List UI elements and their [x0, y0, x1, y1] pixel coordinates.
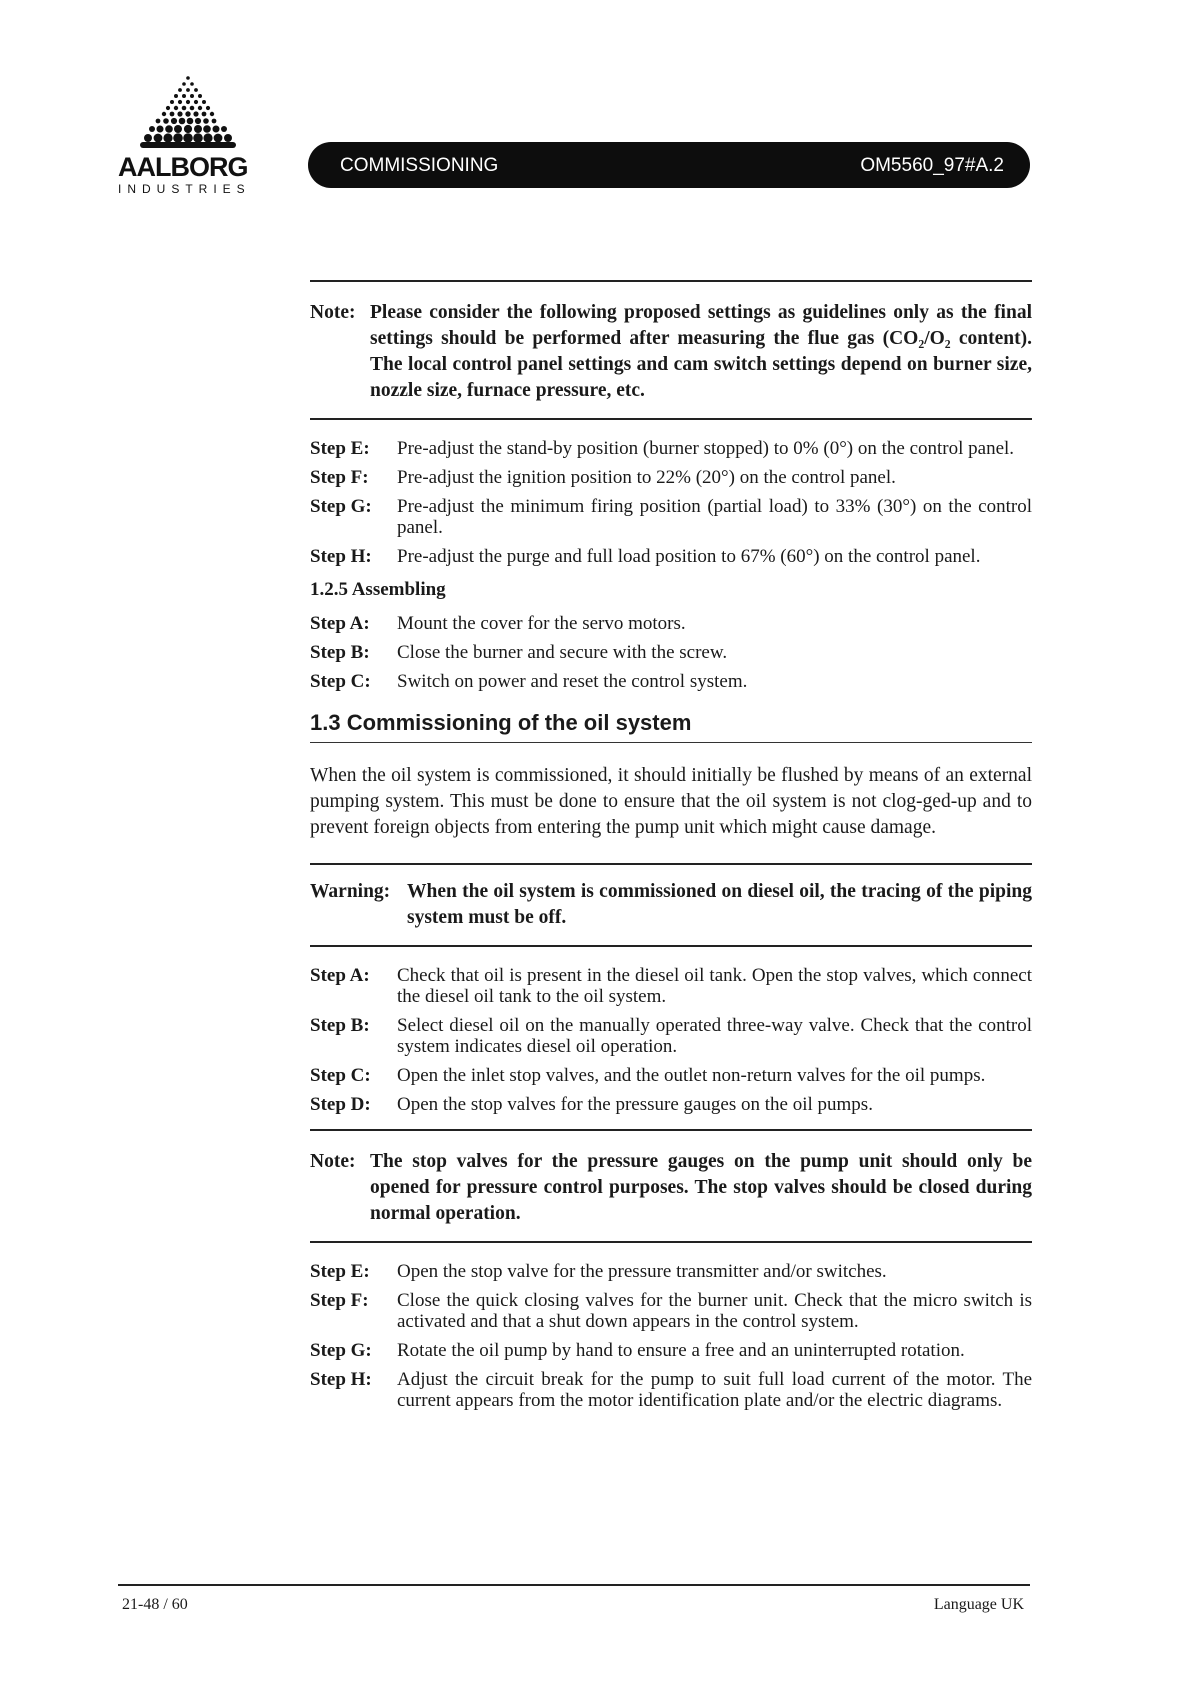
step-item [310, 1340, 1032, 1361]
step-text: Mount the cover for the servo motors. [397, 613, 686, 634]
note-label: Note: [310, 1151, 356, 1172]
step-item [310, 1261, 1032, 1282]
step-text: Select diesel oil on the manually operated three-way valve. Check that the control system indicates diesel oil operation. [397, 1015, 1032, 1057]
note-block-2 [310, 1131, 1032, 1241]
step-label: Step G: [310, 1340, 372, 1361]
footer-divider [118, 1584, 1030, 1586]
step-label: Step E: [310, 1261, 370, 1282]
step-item [310, 1015, 1032, 1057]
step-item [310, 496, 1032, 538]
step-item [310, 1065, 1032, 1086]
step-item [310, 642, 1032, 663]
footer-language: Language UK [933, 1596, 1024, 1613]
step-text: Open the stop valve for the pressure transmitter and/or switches. [397, 1261, 887, 1282]
header-section: COMMISSIONING [340, 155, 499, 176]
steps-group-1 [310, 420, 1032, 567]
assembling-heading: 1.2.5 Assembling [310, 579, 446, 600]
step-item [310, 671, 1032, 692]
step-item [310, 1290, 1032, 1332]
step-text: Open the stop valves for the pressure gauges on the oil pumps. [397, 1094, 873, 1115]
header-bar [308, 142, 1030, 188]
section-heading: 1.3 Commissioning of the oil system [310, 702, 1032, 743]
note-block-1 [310, 282, 1032, 418]
step-item [310, 1094, 1032, 1115]
header-doc-code: OM5560_97#A.2 [860, 155, 1004, 176]
step-label: Step D: [310, 1094, 371, 1115]
step-text: Pre-adjust the purge and full load position to 67% (60°) on the control panel. [397, 546, 981, 567]
note-label: Note: [310, 302, 356, 323]
step-label: Step H: [310, 546, 372, 567]
section-paragraph: When the oil system is commissioned, it should initially be flushed by means of an external pumping system. This must be done to ensure that the oil system is not clog-ged-up and to prevent foreign objects from entering the pump unit which might cause damage. [310, 765, 1032, 838]
step-label: Step E: [310, 438, 370, 459]
step-item [310, 965, 1032, 1007]
step-item [310, 1369, 1032, 1411]
logo-subtitle: INDUSTRIES [118, 182, 251, 196]
step-text: Rotate the oil pump by hand to ensure a free and an uninterrupted rotation. [397, 1340, 965, 1361]
step-text: Pre-adjust the stand-by position (burner stopped) to 0% (0°) on the control panel. [397, 438, 1015, 459]
step-item [310, 613, 1032, 634]
step-item [310, 467, 1032, 488]
step-text: Check that oil is present in the diesel oil tank. Open the stop valves, which connect the diesel oil tank to the oil system. [397, 965, 1032, 1007]
step-text: Open the inlet stop valves, and the outlet non-return valves for the oil pumps. [397, 1065, 986, 1086]
step-label: Step G: [310, 496, 372, 517]
step-text: Adjust the circuit break for the pump to suit full load current of the motor. The current appears from the motor identification plate and/or the electric diagrams. [397, 1369, 1032, 1411]
note-text: Please consider the following proposed settings as guidelines only as the final settings should be performed after measuring the flue gas (CO₂/O₂ content). The local control panel settings and cam switch settings depend on burner size, nozzle size, furnace pressure, etc. [370, 302, 1032, 401]
step-text: Switch on power and reset the control system. [397, 671, 748, 692]
assembling-steps [310, 613, 1032, 692]
step-text: Close the quick closing valves for the burner unit. Check that the micro switch is activated and that a shut down appears in the control system. [397, 1290, 1032, 1332]
step-label: Step B: [310, 642, 370, 663]
logo-name: AALBORG [118, 152, 248, 182]
step-text: Pre-adjust the minimum firing position (partial load) to 33% (30°) on the control panel. [397, 496, 1032, 538]
step-label: Step A: [310, 613, 370, 634]
footer-page-number: 21-48 / 60 [122, 1596, 188, 1613]
step-label: Step C: [310, 671, 371, 692]
main-content [310, 280, 1032, 1419]
step-item [310, 438, 1032, 459]
step-text: Close the burner and secure with the screw. [397, 642, 728, 663]
step-label: Step B: [310, 1015, 370, 1036]
step-label: Step C: [310, 1065, 371, 1086]
step-label: Step H: [310, 1369, 372, 1390]
steps-group-2 [310, 947, 1032, 1115]
step-item [310, 546, 1032, 567]
warning-block [310, 865, 1032, 945]
steps-group-3 [310, 1243, 1032, 1411]
warning-label: Warning: [310, 881, 391, 902]
warning-text: When the oil system is commissioned on diesel oil, the tracing of the piping system must be off. [407, 881, 1032, 928]
step-label: Step A: [310, 965, 370, 986]
step-text: Pre-adjust the ignition position to 22% (20°) on the control panel. [397, 467, 896, 488]
step-label: Step F: [310, 1290, 369, 1311]
note-text: The stop valves for the pressure gauges on the pump unit should only be opened for pressure control purposes. The stop valves should be closed during normal operation. [370, 1151, 1032, 1224]
step-label: Step F: [310, 467, 369, 488]
